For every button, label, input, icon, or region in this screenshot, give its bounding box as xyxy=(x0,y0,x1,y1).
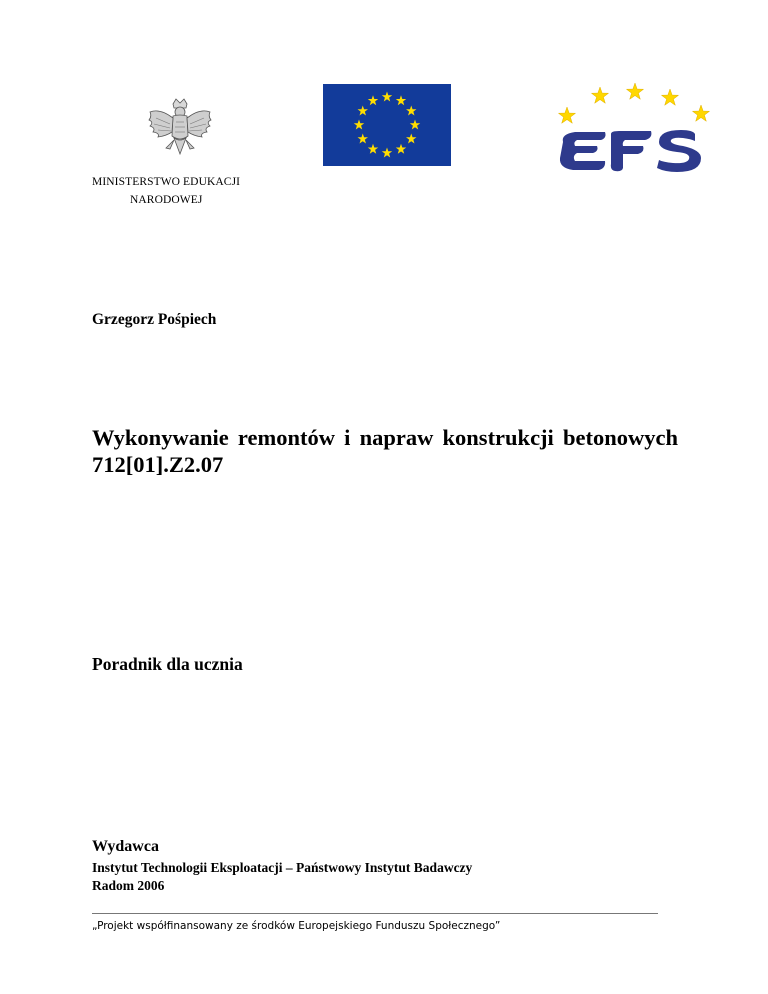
author-name: Grzegorz Pośpiech xyxy=(92,311,217,328)
ministry-name-line2: NARODOWEJ xyxy=(130,194,203,206)
efs-logo-icon xyxy=(545,80,715,188)
efs-star-icon xyxy=(591,87,608,103)
footer-divider xyxy=(92,913,658,914)
polish-eagle-icon xyxy=(140,96,220,162)
footer-funding-note: „Projekt współfinansowany ze środków Europejskiego Funduszu Społecznego” xyxy=(92,920,501,932)
document-subtitle: Poradnik dla ucznia xyxy=(92,654,243,674)
publisher-name: Instytut Technologii Eksploatacji – Państwowy Instytut Badawczy xyxy=(92,860,473,875)
efs-star-icon xyxy=(558,107,575,123)
document-code: 712[01].Z2.07 xyxy=(92,452,224,477)
efs-star-icon xyxy=(692,105,709,121)
efs-star-icon xyxy=(661,89,678,105)
efs-star-icon xyxy=(626,83,643,99)
publisher-heading: Wydawca xyxy=(92,838,159,855)
ministry-name-line1: MINISTERSTWO EDUKACJI xyxy=(92,176,241,188)
document-title: Wykonywanie remontów i napraw konstrukcji betonowych xyxy=(92,425,678,450)
publisher-place-year: Radom 2006 xyxy=(92,878,165,893)
eu-flag-icon xyxy=(323,84,451,166)
